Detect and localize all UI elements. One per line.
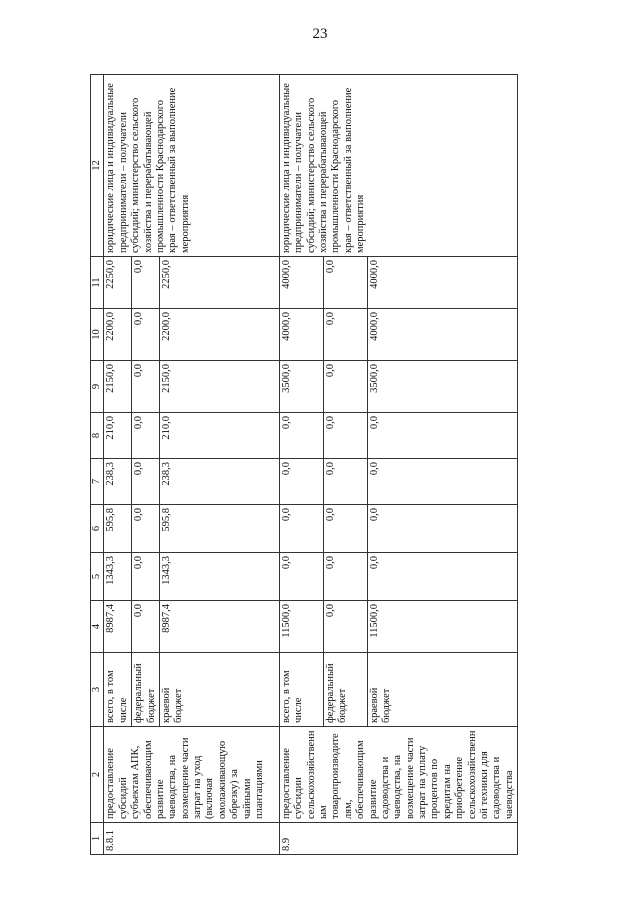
value-cell: 0,0 — [132, 257, 160, 309]
value-cell: 0,0 — [323, 601, 367, 653]
value-cell: 0,0 — [323, 257, 367, 309]
measure-name: предоставление субсидии сельскохозяйственным товаропроизводителям, обеспечивающим развитие садоводства и чаеводства, на возмещение части затрат на уплату процентов по кредитам на приобретение сельскохозяйственной техники для садоводства и чаеводства — [279, 727, 517, 823]
value-cell: 8987,4 — [104, 601, 132, 653]
value-cell: 0,0 — [368, 553, 518, 601]
value-cell: 0,0 — [132, 505, 160, 553]
value-cell: 2250,0 — [159, 257, 279, 309]
value-cell: 11500,0 — [368, 601, 518, 653]
row-number: 8.9 — [279, 823, 517, 855]
header-row — [91, 75, 104, 855]
value-cell: 2250,0 — [104, 257, 132, 309]
value-cell: 1343,3 — [159, 553, 279, 601]
source-cell: краевой бюджет — [368, 653, 518, 727]
value-cell: 4000,0 — [279, 257, 323, 309]
table-row — [104, 75, 132, 855]
col-header: 9 — [91, 361, 104, 413]
value-cell: 0,0 — [279, 413, 323, 459]
value-cell: 2200,0 — [159, 309, 279, 361]
value-cell: 0,0 — [132, 309, 160, 361]
value-cell: 2150,0 — [104, 361, 132, 413]
value-cell: 4000,0 — [279, 309, 323, 361]
value-cell: 0,0 — [132, 413, 160, 459]
value-cell: 4000,0 — [368, 309, 518, 361]
source-cell: федеральный бюджет — [323, 653, 367, 727]
value-cell: 0,0 — [323, 361, 367, 413]
value-cell: 3500,0 — [279, 361, 323, 413]
value-cell: 0,0 — [323, 413, 367, 459]
col-header: 4 — [91, 601, 104, 653]
value-cell: 1343,3 — [104, 553, 132, 601]
value-cell: 0,0 — [368, 505, 518, 553]
value-cell: 3500,0 — [368, 361, 518, 413]
source-cell: краевой бюджет — [159, 653, 279, 727]
col-header: 3 — [91, 653, 104, 727]
value-cell: 0,0 — [132, 361, 160, 413]
col-header: 2 — [91, 727, 104, 823]
value-cell: 0,0 — [323, 553, 367, 601]
value-cell: 0,0 — [279, 505, 323, 553]
col-header: 5 — [91, 553, 104, 601]
row-number: 8.8.1 — [104, 823, 280, 855]
result-cell: юридические лица и индивидуальные предприниматели – получатели субсидий; министерство сельского хозяйства и перерабатывающей промышленности Краснодарского края – ответственный за выполнение мероприятия — [279, 75, 517, 257]
value-cell: 4000,0 — [368, 257, 518, 309]
value-cell: 0,0 — [132, 601, 160, 653]
value-cell: 0,0 — [279, 459, 323, 505]
value-cell: 595,8 — [104, 505, 132, 553]
value-cell: 0,0 — [323, 505, 367, 553]
value-cell: 2200,0 — [104, 309, 132, 361]
col-header: 6 — [91, 505, 104, 553]
program-table — [90, 74, 518, 855]
result-cell: юридические лица и индивидуальные предприниматели – получатели субсидий; министерство сельского хозяйства и перерабатывающей промышленности Краснодарского края – ответственный за выполнение мероприятия — [104, 75, 280, 257]
value-cell: 238,3 — [159, 459, 279, 505]
value-cell: 0,0 — [368, 459, 518, 505]
col-header: 1 — [91, 823, 104, 855]
value-cell: 210,0 — [104, 413, 132, 459]
col-header: 7 — [91, 459, 104, 505]
source-cell: федеральный бюджет — [132, 653, 160, 727]
value-cell: 0,0 — [368, 413, 518, 459]
source-cell: всего, в том числе — [104, 653, 132, 727]
value-cell: 0,0 — [323, 309, 367, 361]
page-number: 23 — [312, 26, 328, 42]
value-cell: 0,0 — [132, 553, 160, 601]
col-header: 8 — [91, 413, 104, 459]
value-cell: 210,0 — [159, 413, 279, 459]
rotated-table-container — [90, 75, 575, 855]
col-header: 12 — [91, 75, 104, 257]
value-cell: 2150,0 — [159, 361, 279, 413]
value-cell: 8987,4 — [159, 601, 279, 653]
value-cell: 238,3 — [104, 459, 132, 505]
col-header: 10 — [91, 309, 104, 361]
table-row — [279, 75, 323, 855]
value-cell: 11500,0 — [279, 601, 323, 653]
value-cell: 0,0 — [279, 553, 323, 601]
col-header: 11 — [91, 257, 104, 309]
source-cell: всего, в том числе — [279, 653, 323, 727]
value-cell: 0,0 — [323, 459, 367, 505]
value-cell: 0,0 — [132, 459, 160, 505]
value-cell: 595,8 — [159, 505, 279, 553]
measure-name: предоставление субсидий субъектам АПК, обеспечивающим развитие чаеводства, на возмещение части затрат на уход (включая омолаживающую обрезку) за чайными плантациями — [104, 727, 280, 823]
